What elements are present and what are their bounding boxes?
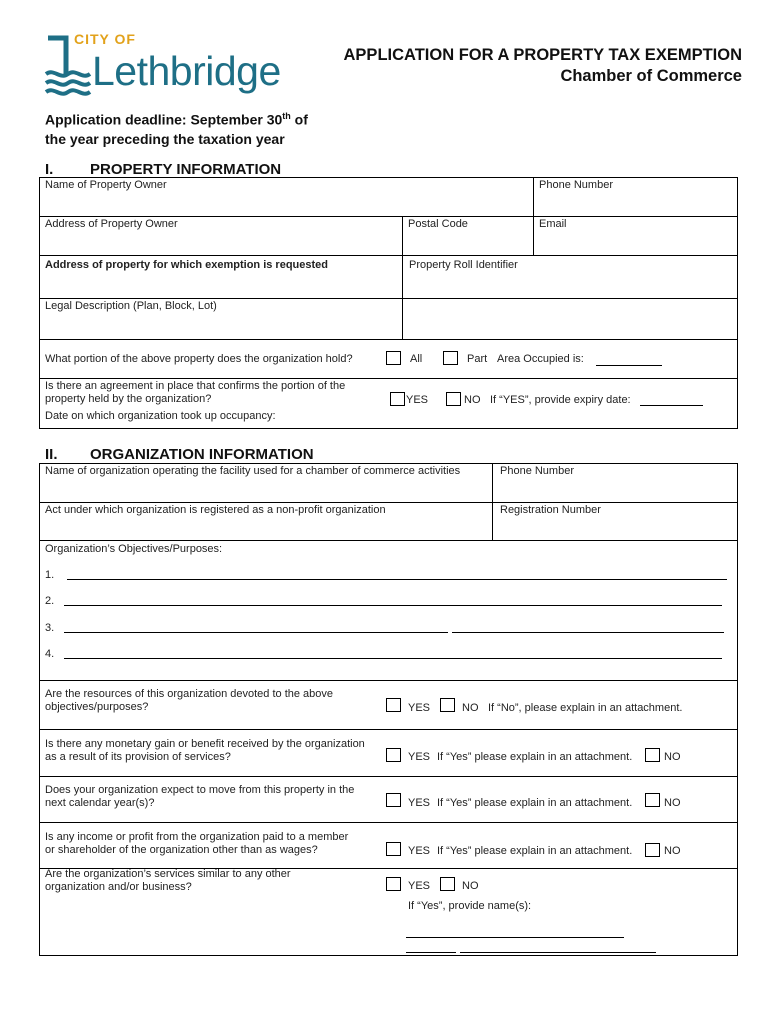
objectives-label: Organization’s Objectives/Purposes: (45, 543, 223, 555)
portion-question: What portion of the above property does the organization hold? (45, 353, 353, 365)
relocation-question: Does your organization expect to move from this property in the next calendar year(s)? (45, 784, 355, 809)
agreement-no-label: NO (464, 394, 481, 406)
q4-no-checkbox[interactable] (645, 843, 660, 857)
q2-no-label: NO (664, 751, 681, 763)
agreement-yes-checkbox[interactable] (390, 392, 405, 406)
q4-no-label: NO (664, 845, 681, 857)
logo-wordmark: Lethbridge (92, 48, 281, 94)
q2-no-checkbox[interactable] (645, 748, 660, 762)
q3-note: If “Yes” please explain in an attachment. (437, 797, 633, 809)
q5-yes-checkbox[interactable] (386, 877, 401, 891)
owner-address-label: Address of Property Owner (45, 218, 178, 230)
similar-services-question: Are the organization’s services similar to any other organization and/or business? (45, 868, 291, 893)
area-occupied-line[interactable] (596, 365, 662, 366)
q1-no-checkbox[interactable] (440, 698, 455, 712)
objective-4-number: 4. (45, 648, 55, 660)
objective-4-line[interactable] (64, 658, 722, 659)
org-phone-label: Phone Number (500, 465, 574, 477)
legal-description-label: Legal Description (Plan, Block, Lot) (45, 300, 217, 312)
postal-code-label: Postal Code (408, 218, 468, 230)
objective-2-number: 2. (45, 595, 55, 607)
q3-yes-checkbox[interactable] (386, 793, 401, 807)
all-label: All (410, 353, 423, 365)
q1-no-label: NO (462, 702, 479, 714)
objective-2-line[interactable] (64, 605, 722, 606)
part-checkbox[interactable] (443, 351, 458, 365)
q1-yes-checkbox[interactable] (386, 698, 401, 712)
objective-1-number: 1. (45, 569, 55, 581)
city-logo (44, 32, 316, 102)
email-label: Email (539, 218, 567, 230)
q5-no-checkbox[interactable] (440, 877, 455, 891)
objective-3-line[interactable] (64, 632, 448, 633)
q2-yes-label: YES (408, 751, 431, 763)
exempt-address-label: Address of property for which exemption is requested (45, 259, 328, 271)
q1-yes-label: YES (408, 702, 431, 714)
act-label: Act under which organization is registered as a non-profit organization (45, 504, 386, 516)
q5-yes-label: YES (408, 880, 431, 892)
area-occupied-label: Area Occupied is: (497, 353, 584, 365)
part-label: Part (467, 353, 488, 365)
occupancy-date-label: Date on which organization took up occupancy: (45, 410, 276, 422)
roll-identifier-label: Property Roll Identifier (409, 259, 518, 271)
monetary-gain-question: Is there any monetary gain or benefit received by the organization as a result of its provision of services? (45, 738, 365, 763)
owner-phone-label: Phone Number (539, 179, 613, 191)
q1-note: If “No”, please explain in an attachment. (488, 702, 683, 714)
q5-name-line-3[interactable] (460, 952, 656, 953)
q4-note: If “Yes” please explain in an attachment. (437, 845, 633, 857)
q5-name-line-2[interactable] (406, 952, 456, 953)
section-1-number: I. (45, 161, 54, 178)
q5-no-label: NO (462, 880, 479, 892)
objective-3-line-b[interactable] (452, 632, 724, 633)
section-2-number: II. (45, 446, 58, 463)
form-title: APPLICATION FOR A PROPERTY TAX EXEMPTION (343, 46, 742, 64)
q2-yes-checkbox[interactable] (386, 748, 401, 762)
q4-yes-checkbox[interactable] (386, 842, 401, 856)
section-2-title: ORGANIZATION INFORMATION (90, 446, 314, 463)
objective-1-line[interactable] (67, 579, 727, 580)
expiry-date-label: If “YES”, provide expiry date: (490, 394, 631, 406)
agreement-no-checkbox[interactable] (446, 392, 461, 406)
agreement-question: Is there an agreement in place that confirms the portion of the property held by the organization? (45, 380, 346, 405)
q3-yes-label: YES (408, 797, 431, 809)
q3-no-label: NO (664, 797, 681, 809)
expiry-date-line[interactable] (640, 405, 703, 406)
agreement-yes-label: YES (406, 394, 429, 406)
registration-number-label: Registration Number (500, 504, 601, 516)
owner-name-label: Name of Property Owner (45, 179, 167, 191)
q5-note: If “Yes”, provide name(s): (408, 900, 532, 912)
q5-name-line-1[interactable] (406, 937, 624, 938)
q2-note: If “Yes” please explain in an attachment. (437, 751, 633, 763)
form-subtitle: Chamber of Commerce (560, 67, 742, 85)
resources-question: Are the resources of this organization devoted to the above objectives/purposes? (45, 688, 334, 713)
logo-city-of: CITY OF (74, 31, 136, 47)
objective-3-number: 3. (45, 622, 55, 634)
all-checkbox[interactable] (386, 351, 401, 365)
deadline-text: Application deadline: September 30th of the year preceding the taxation year (45, 111, 308, 147)
q3-no-checkbox[interactable] (645, 793, 660, 807)
q4-yes-label: YES (408, 845, 431, 857)
income-question: Is any income or profit from the organization paid to a member or shareholder of the organization other than as wages? (45, 831, 349, 856)
org-name-label: Name of organization operating the facility used for a chamber of commerce activities (45, 465, 461, 477)
section-1-title: PROPERTY INFORMATION (90, 161, 282, 178)
